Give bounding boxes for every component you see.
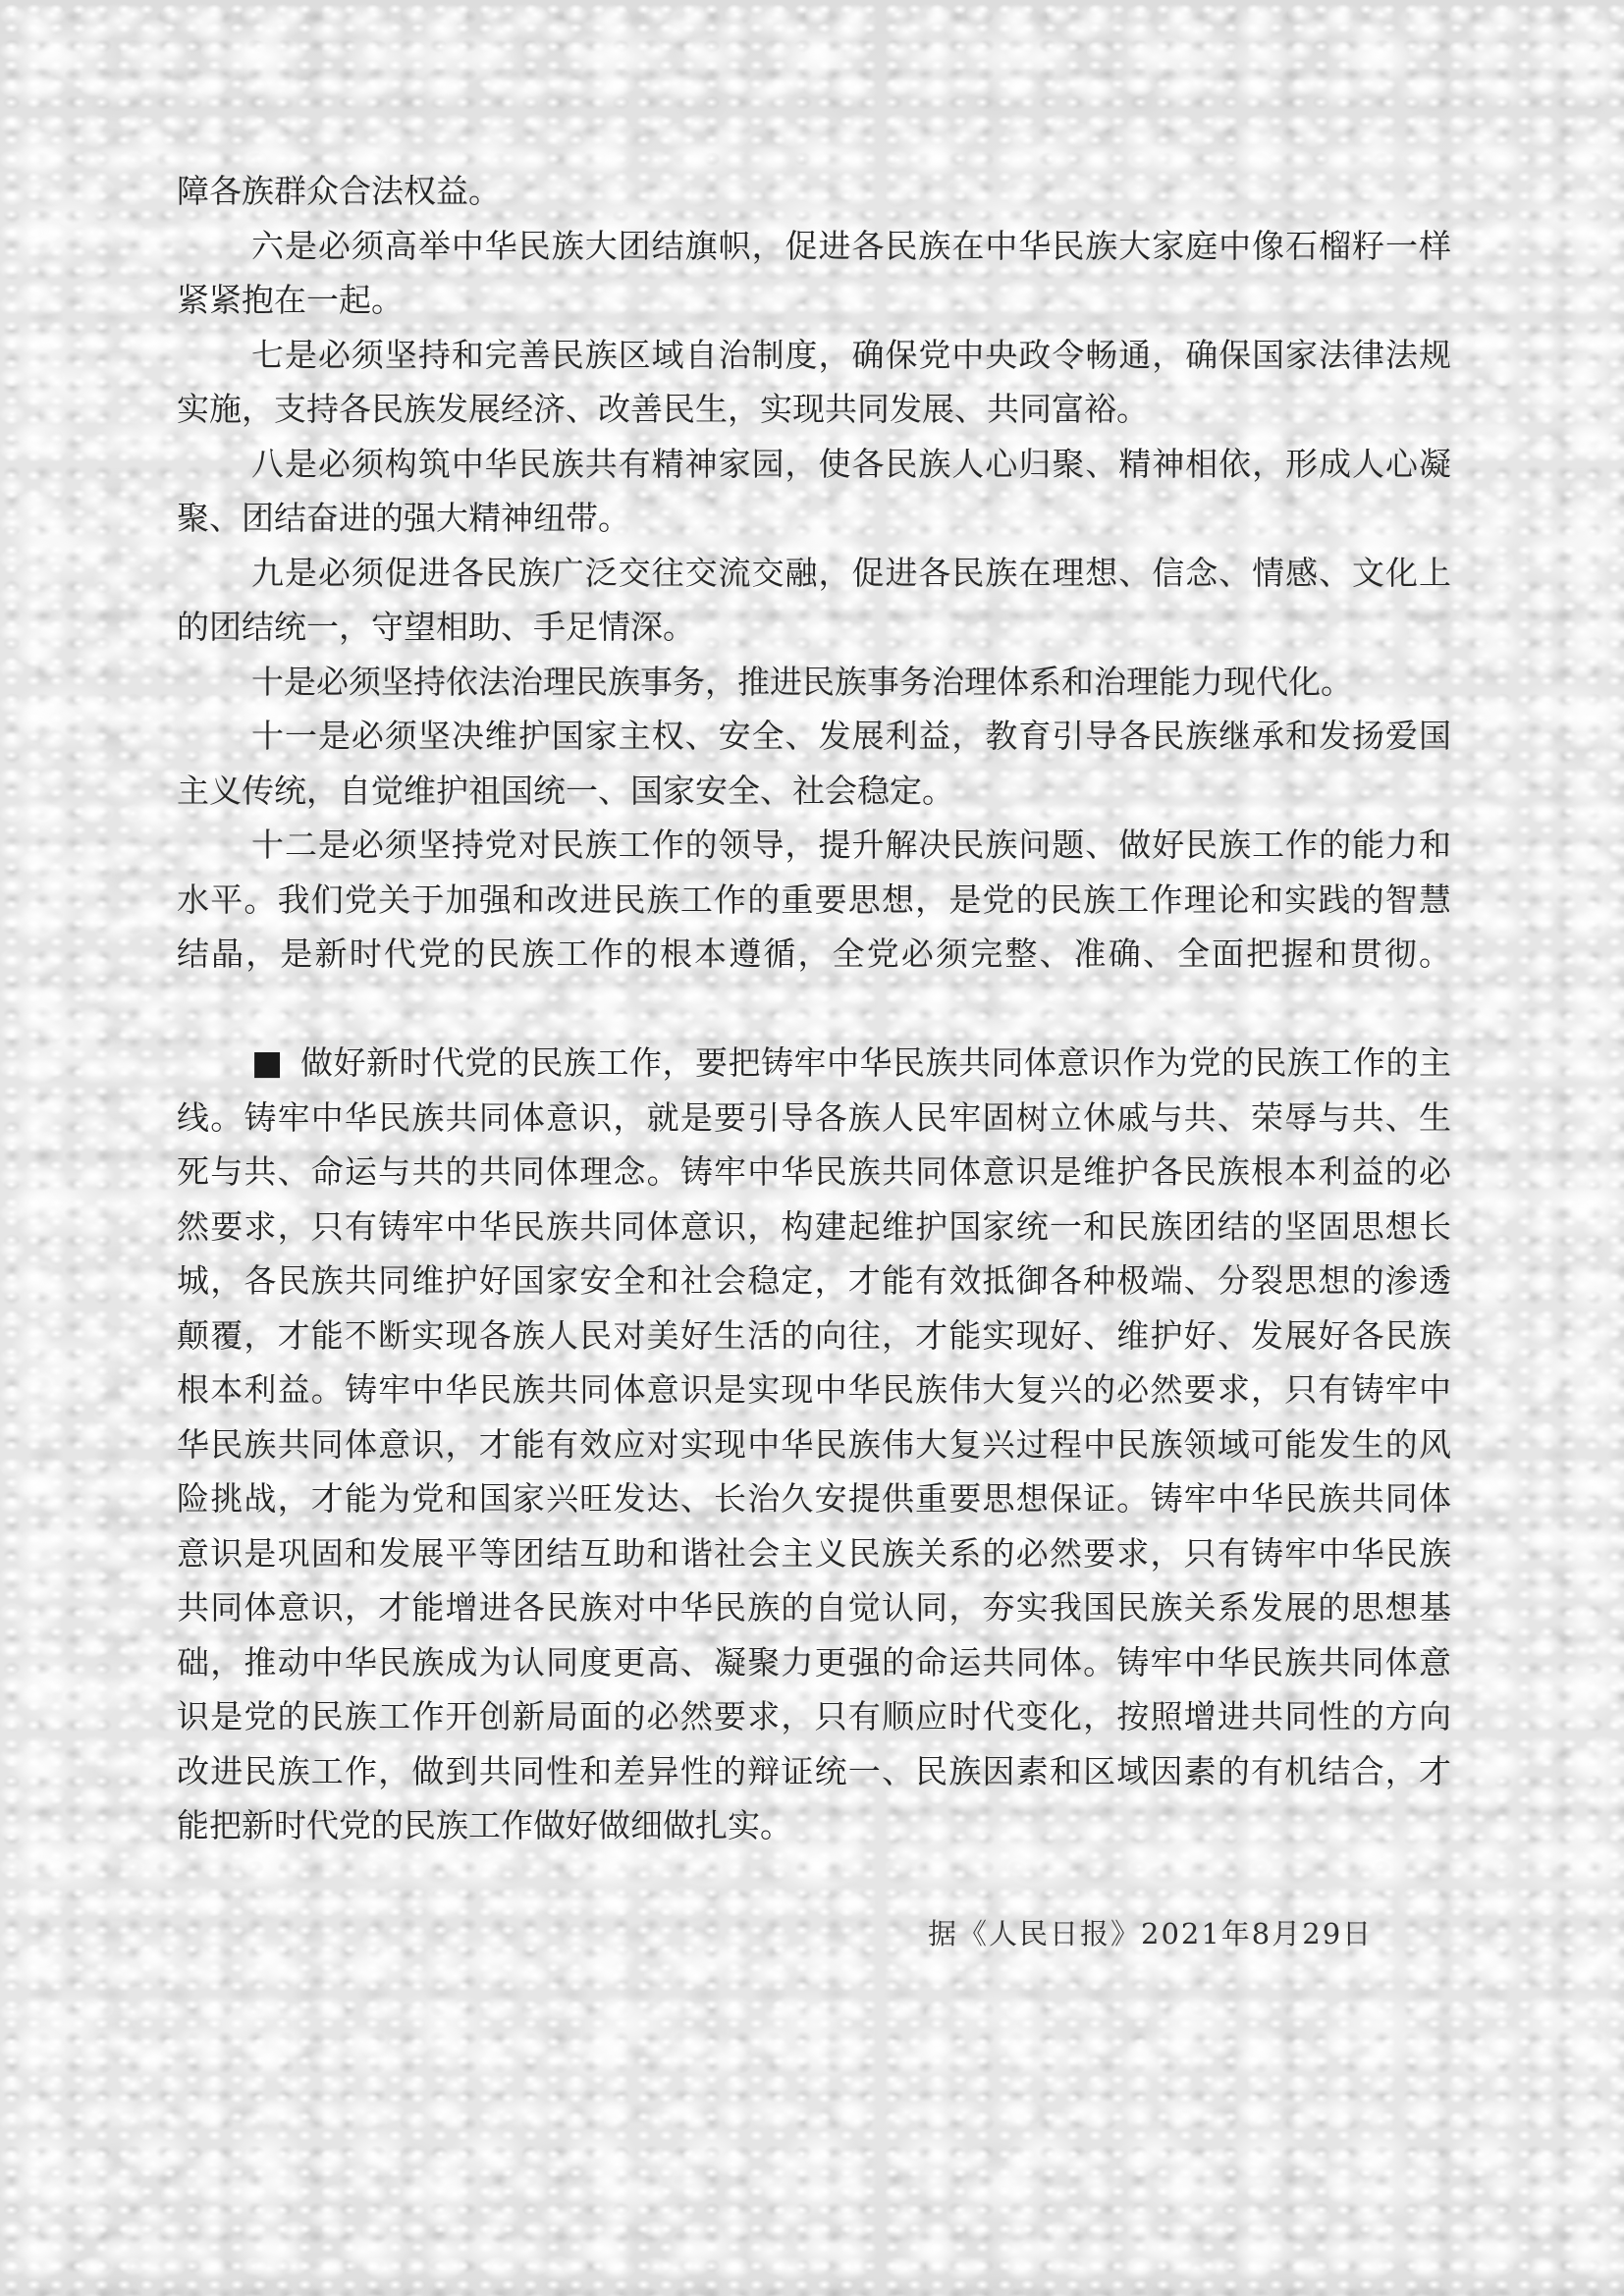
- paragraph: [177, 546, 1451, 655]
- text-line: [177, 1635, 1451, 1690]
- line-text: 十是必须坚持依法治理民族事务，推进民族事务治理体系和治理能力现代化。: [251, 662, 1353, 701]
- text-line: [177, 873, 1451, 928]
- line-text: 改进民族工作，做到共同性和差异性的辩证统一、民族因素和区域因素的有机结合，才: [177, 1751, 1453, 1790]
- text-line: [177, 1254, 1451, 1308]
- text-section: [177, 164, 1454, 982]
- text-line: [177, 1798, 1451, 1853]
- line-text: 十二是必须坚持党对民族工作的领导，提升解决民族问题、做好民族工作的能力和: [251, 826, 1452, 864]
- line-text: 七是必须坚持和完善民族区域自治制度，确保党中央政令畅通，确保国家法律法规: [251, 335, 1452, 374]
- text-line: [177, 1580, 1451, 1635]
- text-section: [177, 1036, 1451, 1853]
- paragraph: [177, 164, 1451, 219]
- line-text: 的团结统一，守望相助、手足情深。: [177, 608, 695, 646]
- line-text: 紧紧抱在一起。: [177, 281, 404, 319]
- text-line: [177, 1362, 1451, 1417]
- line-text: 主义传统，自觉维护祖国统一、国家安全、社会稳定。: [177, 771, 954, 810]
- line-text: 识是党的民族工作开创新局面的必然要求，只有顺应时代变化，按照增进共同性的方向: [177, 1697, 1453, 1735]
- line-text: 十一是必须坚决维护国家主权、安全、发展利益，教育引导各民族继承和发扬爱国: [251, 717, 1452, 755]
- text-line: [177, 1308, 1451, 1363]
- text-line: [177, 437, 1451, 492]
- line-text: 九是必须促进各民族广泛交往交流交融，促进各民族在理想、信念、情感、文化上: [251, 553, 1452, 592]
- text-line: [177, 1689, 1451, 1744]
- text-line: [177, 709, 1451, 764]
- text-line: [177, 600, 1451, 655]
- text-line: [177, 1200, 1451, 1255]
- line-text: 实施，支持各民族发展经济、改善民生，实现共同发展、共同富裕。: [177, 390, 1149, 428]
- line-text: 六是必须高举中华民族大团结旗帜，促进各民族在中华民族大家庭中像石榴籽一样: [251, 226, 1452, 265]
- text-line: [177, 1145, 1451, 1200]
- line-text: 意识是巩固和发展平等团结互助和谐社会主义民族关系的必然要求，只有铸牢中华民族: [177, 1533, 1453, 1573]
- text-line: [177, 546, 1451, 601]
- line-text: 障各族群众合法权益。: [177, 172, 501, 210]
- line-text: 然要求，只有铸牢中华民族共同体意识，构建起维护国家统一和民族团结的坚固思想长: [177, 1206, 1453, 1246]
- text-line: [177, 1744, 1451, 1799]
- line-text: 死与共、命运与共的共同体理念。铸牢中华民族共同体意识是维护各民族根本利益的必: [177, 1152, 1453, 1191]
- text-line: [177, 1417, 1451, 1472]
- line-text: 八是必须构筑中华民族共有精神家园，使各民族人心归聚、精神相依，形成人心凝: [251, 444, 1452, 483]
- paragraph: [177, 655, 1451, 710]
- square-bullet-icon: ■: [251, 1043, 284, 1083]
- article-body: [177, 164, 1454, 1962]
- text-line: [177, 273, 1451, 328]
- text-line: [177, 1036, 1451, 1091]
- paragraph: [177, 437, 1451, 546]
- paragraph: [177, 328, 1451, 437]
- line-text: 根本利益。铸牢中华民族共同体意识是实现中华民族伟大复兴的必然要求，只有铸牢中: [177, 1370, 1453, 1409]
- paragraph: [177, 709, 1451, 818]
- line-text: 础，推动中华民族成为认同度更高、凝聚力更强的命运共同体。铸牢中华民族共同体意: [177, 1642, 1453, 1682]
- line-text: 华民族共同体意识，才能有效应对实现中华民族伟大复兴过程中民族领域可能发生的风: [177, 1424, 1453, 1464]
- line-text: 险挑战，才能为党和国家兴旺发达、长治久安提供重要思想保证。铸牢中华民族共同体: [177, 1479, 1453, 1518]
- line-text: 水平。我们党关于加强和改进民族工作的重要思想，是党的民族工作理论和实践的智慧: [177, 880, 1453, 919]
- text-line: [177, 382, 1451, 437]
- line-text: 共同体意识，才能增进各民族对中华民族的自觉认同，夯实我国民族关系发展的思想基: [177, 1588, 1453, 1627]
- paragraph: [177, 219, 1451, 328]
- line-text: 能把新时代党的民族工作做好做细做扎实。: [177, 1806, 792, 1844]
- text-line: [177, 164, 1451, 219]
- line-text: 做好新时代党的民族工作，要把铸牢中华民族共同体意识作为党的民族工作的主: [300, 1043, 1452, 1082]
- text-line: [177, 927, 1454, 982]
- line-text: 颠覆，才能不断实现各族人民对美好生活的向往，才能实现好、维护好、发展好各民族: [177, 1315, 1453, 1355]
- text-line: [177, 491, 1451, 546]
- line-text: 结晶，是新时代党的民族工作的根本遵循，全党必须完整、准确、全面把握和贯彻。: [177, 934, 1454, 973]
- line-text: 城，各民族共同维护好国家安全和社会稳定，才能有效抵御各种极端、分裂思想的渗透: [177, 1261, 1453, 1300]
- line-text: 线。铸牢中华民族共同体意识，就是要引导各族人民牢固树立休戚与共、荣辱与共、生: [177, 1097, 1453, 1137]
- paragraph: [177, 818, 1454, 982]
- line-text: 聚、团结奋进的强大精神纽带。: [177, 499, 630, 537]
- text-line: [177, 1471, 1451, 1526]
- text-line: [177, 219, 1451, 274]
- source-citation: 据《人民日报》2021年8月29日: [928, 1917, 1374, 1950]
- text-line: [177, 764, 1451, 819]
- text-line: [177, 818, 1451, 873]
- paragraph: [177, 1036, 1451, 1853]
- text-line: [177, 655, 1451, 710]
- text-line: [177, 328, 1451, 383]
- text-line: [177, 1091, 1451, 1146]
- text-line: [177, 1526, 1451, 1581]
